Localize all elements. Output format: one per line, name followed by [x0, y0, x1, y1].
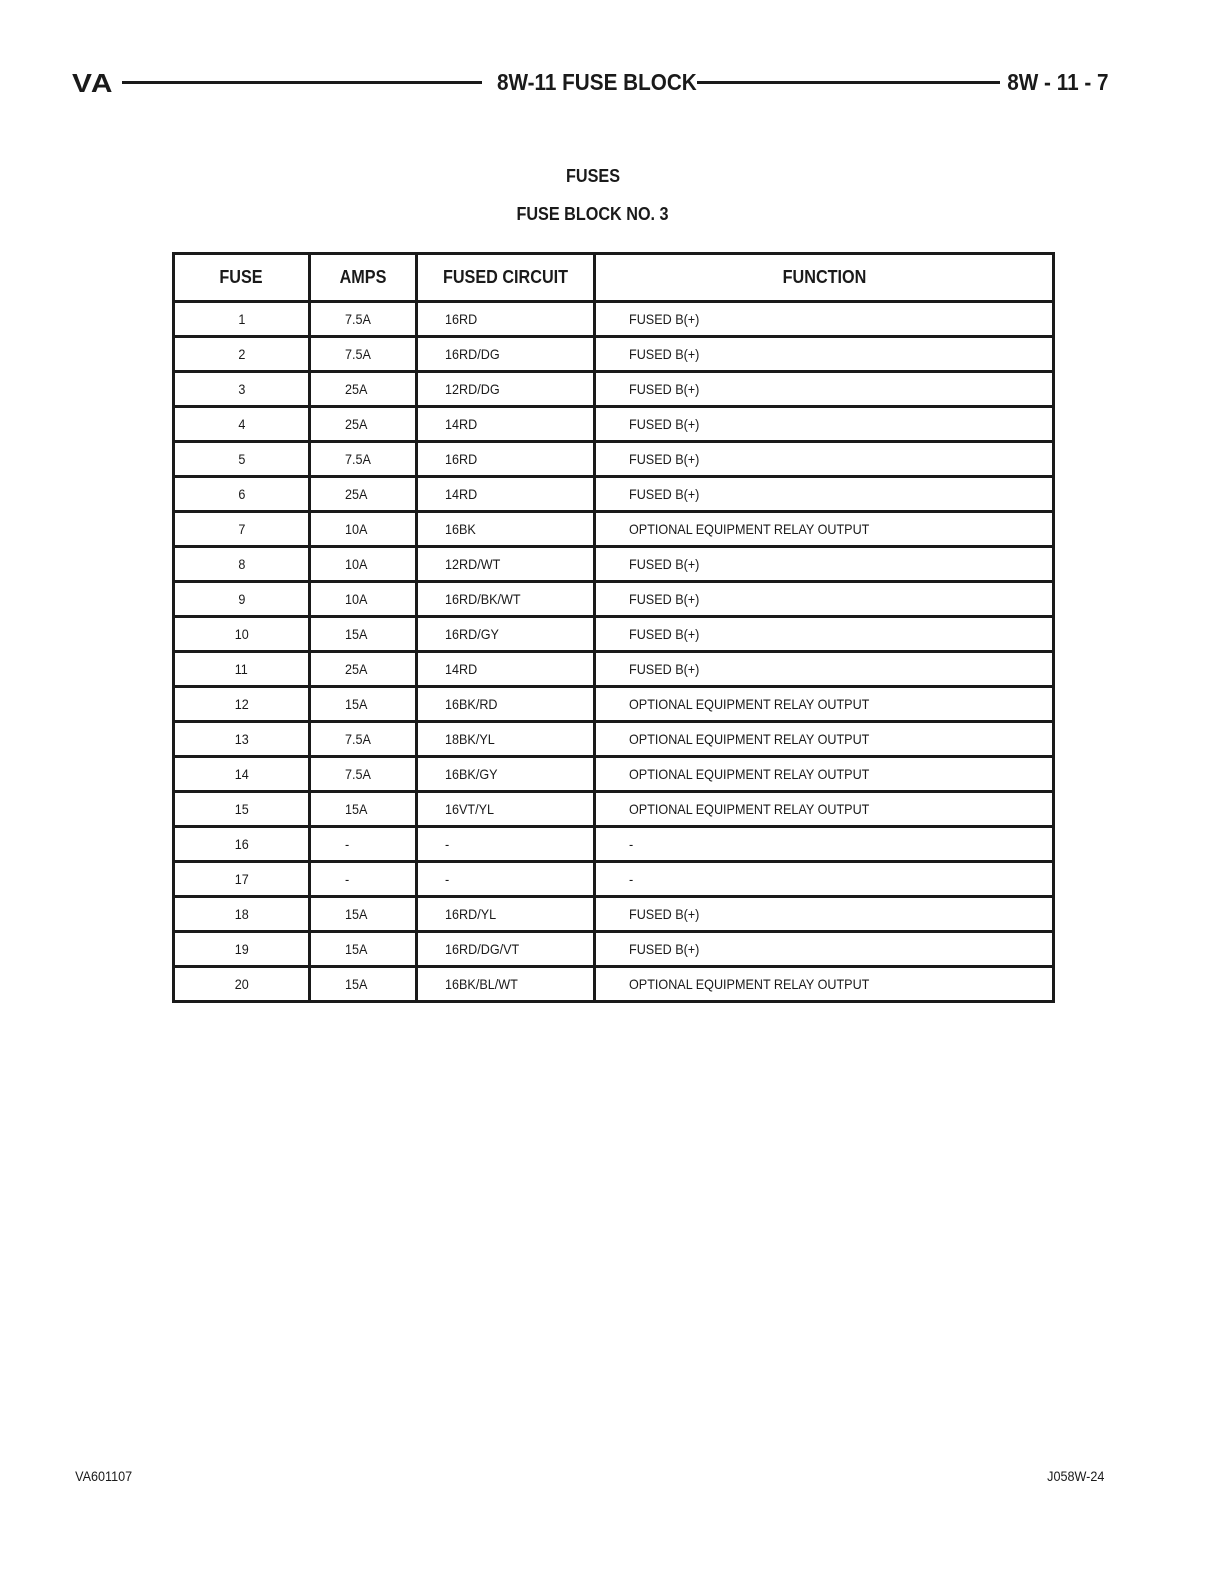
table-row [174, 967, 1054, 1002]
amps-cell: 10A [310, 512, 417, 547]
fuse-cell: 1 [174, 302, 310, 337]
fused-circuit-cell: - [417, 827, 595, 862]
function-cell: OPTIONAL EQUIPMENT RELAY OUTPUT [595, 512, 1054, 547]
page-title-text: FUSES [565, 166, 620, 186]
function-cell: FUSED B(+) [595, 547, 1054, 582]
fused-circuit-cell: 16BK/GY [417, 757, 595, 792]
fused-circuit-cell: 16RD/GY [417, 617, 595, 652]
column-header-function: FUNCTION [595, 254, 1054, 302]
fuse-cell: 8 [174, 547, 310, 582]
fuse-cell: 3 [174, 372, 310, 407]
function-cell: FUSED B(+) [595, 302, 1054, 337]
table-row [174, 652, 1054, 687]
table-row [174, 897, 1054, 932]
function-cell: OPTIONAL EQUIPMENT RELAY OUTPUT [595, 967, 1054, 1002]
amps-cell: - [310, 827, 417, 862]
table-row [174, 722, 1054, 757]
fused-circuit-cell: 16RD/YL [417, 897, 595, 932]
function-cell: FUSED B(+) [595, 617, 1054, 652]
function-cell: FUSED B(+) [595, 897, 1054, 932]
fuse-cell: 17 [174, 862, 310, 897]
fused-circuit-cell: 14RD [417, 477, 595, 512]
fuse-cell: 7 [174, 512, 310, 547]
table-row [174, 442, 1054, 477]
amps-cell: 7.5A [310, 757, 417, 792]
function-cell: OPTIONAL EQUIPMENT RELAY OUTPUT [595, 722, 1054, 757]
table-row [174, 547, 1054, 582]
fused-circuit-cell: 16BK/RD [417, 687, 595, 722]
amps-cell: 7.5A [310, 722, 417, 757]
footer-left [72, 1468, 135, 1484]
fused-circuit-cell: 16BK [417, 512, 595, 547]
header-section-title: 8W-11 FUSE BLOCK [497, 69, 697, 95]
amps-cell: 25A [310, 372, 417, 407]
fuse-cell: 10 [174, 617, 310, 652]
function-cell: FUSED B(+) [595, 372, 1054, 407]
fuse-cell: 20 [174, 967, 310, 1002]
amps-cell: 10A [310, 582, 417, 617]
fuse-cell: 14 [174, 757, 310, 792]
fuse-table [172, 252, 1055, 1003]
fuse-cell: 2 [174, 337, 310, 372]
fused-circuit-cell: - [417, 862, 595, 897]
function-cell: OPTIONAL EQUIPMENT RELAY OUTPUT [595, 792, 1054, 827]
table-row [174, 687, 1054, 722]
function-cell: FUSED B(+) [595, 582, 1054, 617]
table-row [174, 792, 1054, 827]
table-row [174, 337, 1054, 372]
table-row [174, 512, 1054, 547]
function-cell: - [595, 827, 1054, 862]
fused-circuit-cell: 16BK/BL/WT [417, 967, 595, 1002]
fused-circuit-cell: 16RD [417, 442, 595, 477]
fuse-cell: 18 [174, 897, 310, 932]
amps-cell: 25A [310, 407, 417, 442]
fuse-cell: 4 [174, 407, 310, 442]
table-row [174, 757, 1054, 792]
table-header-row [174, 254, 1054, 302]
function-cell: FUSED B(+) [595, 407, 1054, 442]
fuse-cell: 5 [174, 442, 310, 477]
function-cell: FUSED B(+) [595, 442, 1054, 477]
table-row [174, 477, 1054, 512]
table-body [174, 302, 1054, 1002]
amps-cell: 15A [310, 687, 417, 722]
amps-cell: 25A [310, 477, 417, 512]
column-header-fuse: FUSE [174, 254, 310, 302]
amps-cell: 10A [310, 547, 417, 582]
header-model-code: VA [72, 68, 114, 98]
fuse-cell: 16 [174, 827, 310, 862]
amps-cell: 15A [310, 897, 417, 932]
fused-circuit-cell: 14RD [417, 652, 595, 687]
fuse-cell: 6 [174, 477, 310, 512]
function-cell: FUSED B(+) [595, 337, 1054, 372]
amps-cell: 15A [310, 932, 417, 967]
fused-circuit-cell: 16RD/DG [417, 337, 595, 372]
table-row [174, 617, 1054, 652]
header-rule-right [697, 81, 1000, 84]
figure-id: VA601107 [75, 1468, 133, 1484]
fused-circuit-cell: 12RD/WT [417, 547, 595, 582]
amps-cell: 15A [310, 967, 417, 1002]
function-cell: FUSED B(+) [595, 652, 1054, 687]
footer-right [1044, 1468, 1108, 1484]
header-rule-left [122, 81, 482, 84]
amps-cell: 25A [310, 652, 417, 687]
amps-cell: 7.5A [310, 442, 417, 477]
fuse-cell: 19 [174, 932, 310, 967]
table-row [174, 932, 1054, 967]
fuse-cell: 12 [174, 687, 310, 722]
function-cell: OPTIONAL EQUIPMENT RELAY OUTPUT [595, 757, 1054, 792]
fused-circuit-cell: 16RD/BK/WT [417, 582, 595, 617]
fused-circuit-cell: 16RD [417, 302, 595, 337]
function-cell: OPTIONAL EQUIPMENT RELAY OUTPUT [595, 687, 1054, 722]
function-cell: - [595, 862, 1054, 897]
table-row [174, 407, 1054, 442]
page-subtitle [0, 204, 1186, 225]
table-row [174, 582, 1054, 617]
header-page-number: 8W - 11 - 7 [1006, 69, 1108, 95]
function-cell: FUSED B(+) [595, 932, 1054, 967]
fuse-cell: 9 [174, 582, 310, 617]
fused-circuit-cell: 16VT/YL [417, 792, 595, 827]
amps-cell: 7.5A [310, 302, 417, 337]
fuse-cell: 11 [174, 652, 310, 687]
column-header-amps: AMPS [310, 254, 417, 302]
page-header [72, 66, 1108, 102]
fused-circuit-cell: 14RD [417, 407, 595, 442]
table-row [174, 862, 1054, 897]
fuse-cell: 13 [174, 722, 310, 757]
fuse-cell: 15 [174, 792, 310, 827]
fused-circuit-cell: 16RD/DG/VT [417, 932, 595, 967]
fused-circuit-cell: 12RD/DG [417, 372, 595, 407]
page-title [0, 166, 1186, 187]
amps-cell: 15A [310, 617, 417, 652]
table-row [174, 827, 1054, 862]
page-subtitle-text: FUSE BLOCK NO. 3 [516, 204, 670, 224]
amps-cell: 7.5A [310, 337, 417, 372]
fused-circuit-cell: 18BK/YL [417, 722, 595, 757]
table-row [174, 302, 1054, 337]
function-cell: FUSED B(+) [595, 477, 1054, 512]
amps-cell: - [310, 862, 417, 897]
table-row [174, 372, 1054, 407]
document-code: J058W-24 [1047, 1468, 1105, 1484]
amps-cell: 15A [310, 792, 417, 827]
column-header-fused-circuit: FUSED CIRCUIT [417, 254, 595, 302]
